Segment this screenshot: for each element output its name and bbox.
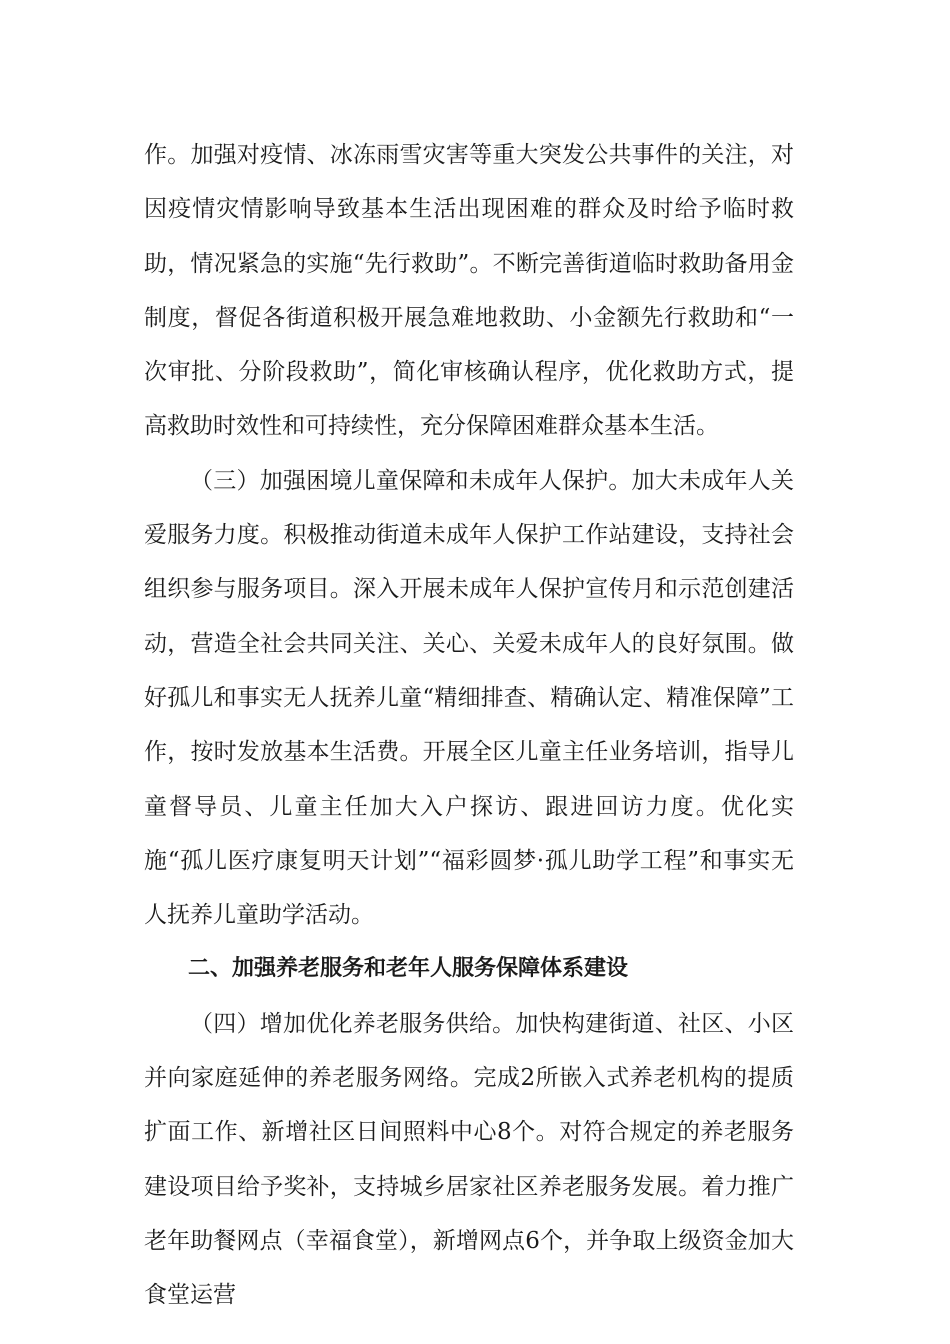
- section-heading-elderly-services: 二、加强养老服务和老年人服务保障体系建设: [188, 956, 629, 982]
- paragraph-children-protection: （三）加强困境儿童保障和未成年人保护。加大未成年人关爱服务力度。积极推动街道未成年人保护工作站建设，支持社会组织参与服务项目。深入开展未成年人保护宣传月和示范创建活动，营造全社会共同关注、关心、关爱未成年人的良好氛围。做好孤儿和事实无人抚养儿童“精细排查、精确认定、精准保障”工作，按时发放基本生活费。开展全区儿童主任业务培训，指导儿童督导员、儿童主任加大入户探访、跟进回访力度。优化实施“孤儿医疗康复明天计划”“福彩圆梦·孤儿助学工程”和事实无人抚养儿童助学活动。: [144, 467, 794, 929]
- document-body: [144, 128, 794, 1323]
- paragraph-elderly-service-supply: （四）增加优化养老服务供给。加快构建街道、社区、小区并向家庭延伸的养老服务网络。完成2所嵌入式养老机构的提质扩面工作、新增社区日间照料中心8个。对符合规定的养老服务建设项目给予奖补，支持城乡居家社区养老服务发展。着力推广老年助餐网点（幸福食堂），新增网点6个，并争取上级资金加大食堂运营: [144, 1010, 794, 1309]
- paragraph-relief-continuation: 作。加强对疫情、冰冻雨雪灾害等重大突发公共事件的关注，对因疫情灾情影响导致基本生活出现困难的群众及时给予临时救助，情况紧急的实施“先行救助”。不断完善街道临时救助备用金制度，督促各街道积极开展急难地救助、小金额先行救助和“一次审批、分阶段救助”，简化审核确认程序，优化救助方式，提高救助时效性和可持续性，充分保障困难群众基本生活。: [144, 142, 794, 440]
